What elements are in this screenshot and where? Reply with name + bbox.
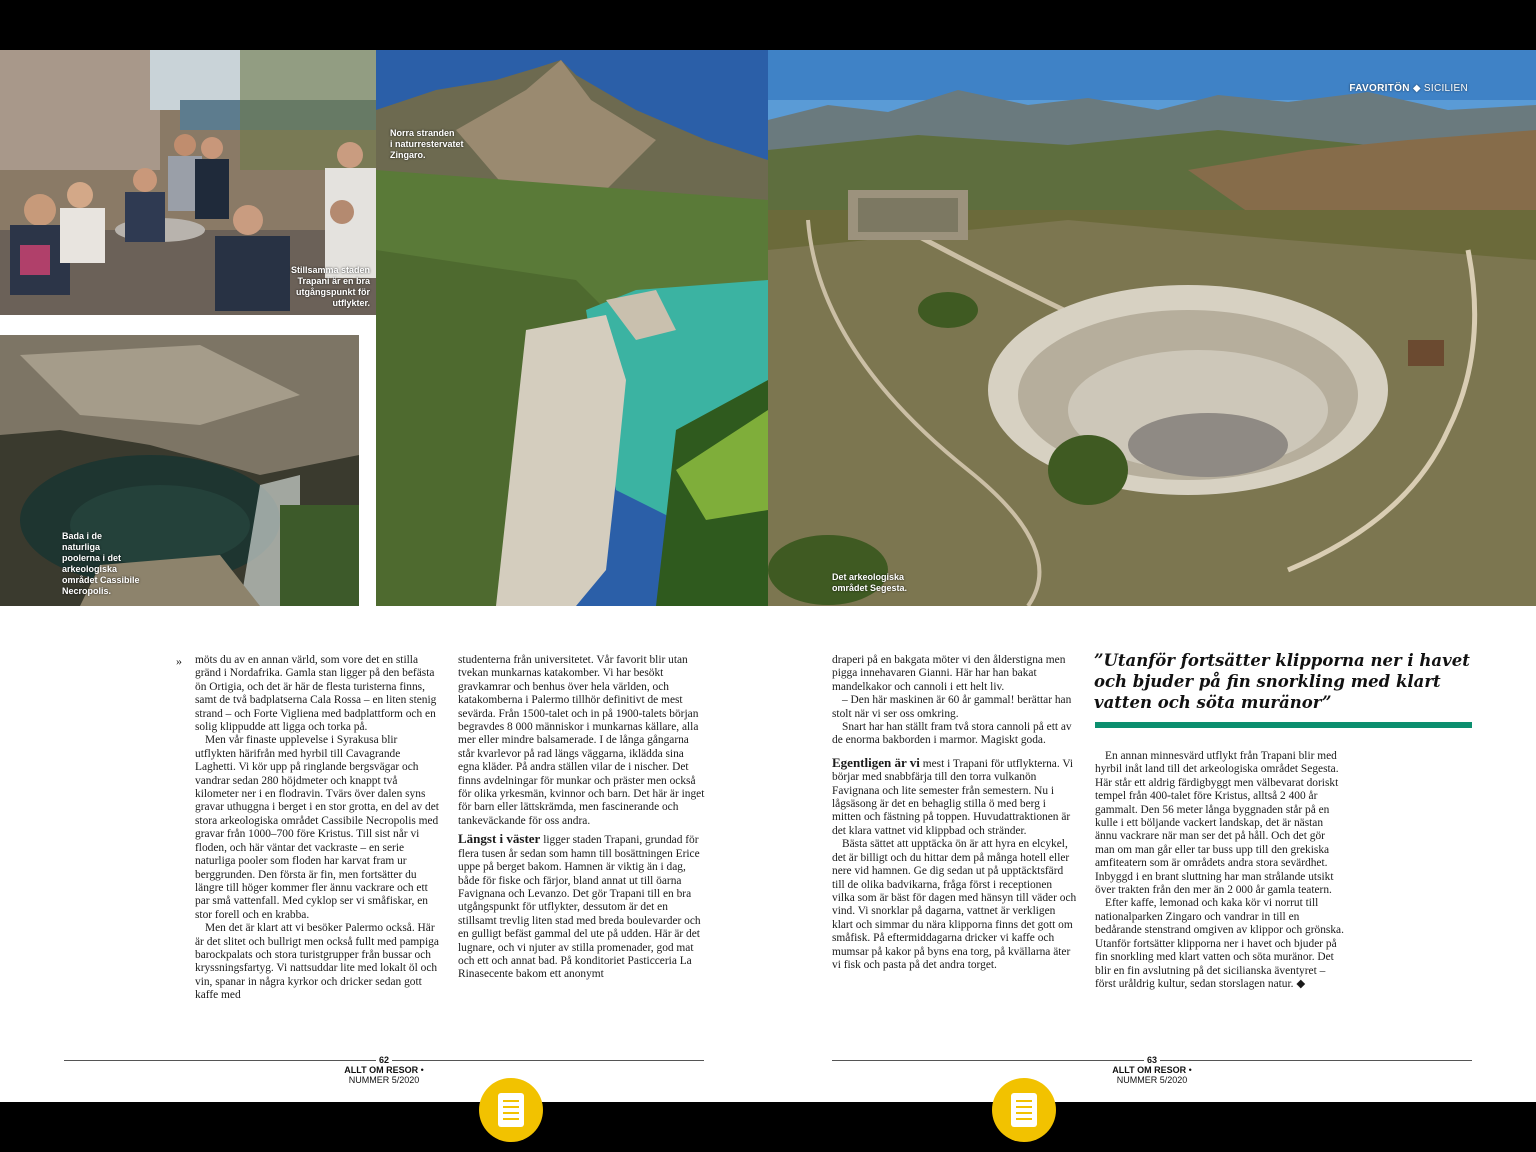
paragraph-text: ligger staden Trapani, grundad för flera tusen år sedan som hamn till bosättningen Erice uppe på berget bakom. Hamnen är viktig än i dag, både för fiske och färjor, bland annat ut till öarna Favignana och Levanzo. Det gör Trapani till en bra utgångspunkt för utflykter, dessutom är det en stillsamt trevlig liten stad med breda boulevarder och en gulligt befäst gammal del ute på udden. Här är det lugnare, och vi njuter av stilla promenader, god mat och ett och annat bad. På konditoriet Pasticceria La Rinasecente bakom ett anonymt <box>458 834 701 981</box>
paragraph: Efter kaffe, lemonad och kaka kör vi norrut till nationalparken Zingaro och vandrar in till en bedårande stenstrand omgiven av klippor och grönska. Utanför fortsätter klipporna ner i havet och bjuder på fin snorkling med klart vatten och söta muränor. Det blir en fin avslutning på det sicilianska äventyret – först uråldrig kultur, sedan storslagen natur. ◆ <box>1095 897 1344 990</box>
paragraph-text: mest i Trapani för utflykterna. Vi börjar med snabbfärja till den torra vulkanön Favignana och lite semester från semestern. Nu i lågsäsong är det en behaglig stilla ö med berg i mitten och fästning på toppen. Huvudattraktionen är det klara vattnet vid klippbad och stränder. <box>832 757 1074 837</box>
photo-trapani-men <box>0 50 376 315</box>
caption-cassibile: Bada i de naturliga poolerna i det arkeologiska området Cassibile Necropolis. <box>62 531 140 596</box>
paragraph: Men det är klart att vi besöker Palermo också. Här är det slitet och bullrigt men också fullt med pampiga barockpalats och stora turistgrupper från bussar och kryssningsfartyg. Vi nattsuddar lite med lokalt öl och vin, spanar in några kyrkor och dricker sedan gott kaffe med <box>195 922 439 1002</box>
document-button-right[interactable] <box>992 1078 1056 1142</box>
document-icon <box>1011 1093 1037 1127</box>
text-column-2 <box>458 654 706 982</box>
magazine-name: ALLT OM RESOR <box>344 1065 419 1075</box>
page-number-63: 63 <box>1144 1055 1160 1065</box>
diamond-icon: ◆ <box>1412 83 1421 94</box>
pull-quote: ”Utanför fortsätter klipporna ner i havet och bjuder på fin snorkling med klart vatten och söta muränor” <box>1094 651 1470 712</box>
continuation-mark: » <box>176 654 182 668</box>
document-icon <box>498 1093 524 1127</box>
paragraph: Men vår finaste upplevelse i Syrakusa blir utflykten härifrån med hyrbil till Cavagrande Laghetti. Vi kör upp på ringlande bergsvägar och vandrar sedan 280 höjdmeter och knappt två kilometer ner i en flodravin. Tvärs över dalen syns gravar uthuggna i berget i en stor grotta, en del av det stora arkeologiska området Cassibile Necropolis med gravar från 1000–700 före Kristus. Till sist når vi floden, och här väntar det vackraste – en serie naturliga pooler som floden har karvat fram ur berggrunden. Den första är fin, men fortsätter du längre till höger kommer fler ännu vackrare och ett par små vattenfall. Med cyklop ser vi småfiskar, en stor forell och en krabba. <box>195 734 439 921</box>
footer-left <box>334 1055 434 1085</box>
kicker-section: FAVORITÖN <box>1349 83 1410 94</box>
paragraph: Bästa sättet att upptäcka ön är att hyra en elcykel, det är billigt och du hittar dem på många hotell eller nere vid hamnen. Ge dig sedan ut på upptäcktsfärd till de olika badvikarna, fråga först i receptionen vilka som är bäst för dagen med hänsyn till väder och vind. Vi snorklar på dagarna, vattnet är verkligen klart och simmar du nära klipporna finns det gott om småfisk. På eftermiddagarna dricker vi kaffe och mumsar på kakor på byns ena torg, på kvällarna äter vi fisk och pasta på det andra torget. <box>832 838 1077 971</box>
paragraph: draperi på en bakgata möter vi den ålderstigna men pigga innehavaren Gianni. Här har han bakat mandelkakor och cannoli i ett helt liv. <box>832 654 1066 693</box>
paragraph-subhead <box>832 756 1077 838</box>
paragraph: En annan minnesvärd utflykt från Trapani blir med hyrbil inåt land till det arkeologiska området Segesta. Här står ett aldrig färdigbyggt men välbevarat doriskt tempel från 400-talet före Kristus, alltså 2 400 år gammalt. Den 56 meter långa byggnaden står på en kulle i ett böljande vackert landskap, det är nästan ännu vackrare när man ser det på håll. Och det gör man om man går eller tar buss upp till den grekiska amfiteatern som är områdets andra stora sevärdhet. Inbyggd i en brant sluttning har man strålande utsikt över trakten från den mer än 2 000 år gamla teatern. <box>1095 750 1339 897</box>
footer-right <box>1102 1055 1202 1085</box>
text-column-1 <box>195 654 440 1003</box>
subhead-langst: Längst i väster <box>458 831 541 847</box>
text-column-4 <box>1095 750 1345 991</box>
text-column-3 <box>832 654 1077 972</box>
subhead-egentligen: Egentligen är vi <box>832 754 920 770</box>
section-kicker <box>1349 83 1468 94</box>
bottom-black-bar <box>0 1102 1536 1152</box>
issue-number: • NUMMER 5/2020 <box>348 1065 424 1085</box>
page-number-62: 62 <box>376 1055 392 1065</box>
photo-segesta-theatre <box>768 50 1536 606</box>
paragraph: – Den här maskinen är 60 år gammal! berättar han stolt när vi ser oss omkring. <box>832 694 1072 720</box>
magazine-spread <box>0 50 1536 1102</box>
photo-cassibile-pool <box>0 335 359 606</box>
top-black-bar <box>0 0 1536 50</box>
paragraph-subhead <box>458 832 706 981</box>
photo-zingaro-beach <box>376 50 768 606</box>
paragraph: möts du av en annan värld, som vore det en stilla gränd i Nordafrika. Gamla stan ligger på den befästa ön Ortigia, och det är här de flesta turisterna finns, samt de två badplatserna Cala Rossa – en liten stenig strand – och Forte Vigliena med badplattform och en solig klippudde att ligga och torka på. <box>195 654 437 734</box>
document-button-left[interactable] <box>479 1078 543 1142</box>
kicker-place: SICILIEN <box>1423 83 1468 94</box>
paragraph: studenterna från universitetet. Vår favorit blir utan tvekan munkarnas katakomber. Vi har besökt gravkamrar och benhus över hela världen, och katakomberna i Palermo tillhör definitivt de mest sevärda. Från 1500-talet och in på 1900-talets början begravdes 8 000 människor i munkarnas källare, alla mer eller mindre balsamerade. I de långa gångarna står kvarlevor på rad längs väggarna, iklädda sina egna kläder. På andra ställen vilar de i nischer. Det finns avdelningar för munkar och präster men också för olika yrkesmän, kvinnor och barn. Det här är inget för barn eller lättskrämda, men fascinerande och tankeväckande för oss andra. <box>458 654 705 827</box>
caption-trapani: Stillsamma staden Trapani är en bra utgångspunkt för utflykter. <box>290 265 370 308</box>
pull-quote-rule <box>1095 722 1472 728</box>
issue-number: • NUMMER 5/2020 <box>1116 1065 1192 1085</box>
caption-zingaro: Norra stranden i naturrestervatet Zingaro. <box>390 128 464 160</box>
magazine-name: ALLT OM RESOR <box>1112 1065 1187 1075</box>
caption-segesta: Det arkeologiska området Segesta. <box>832 572 908 593</box>
paragraph: Snart har han ställt fram två stora cannoli på ett av de enorma bakborden i marmor. Magiskt goda. <box>832 721 1072 747</box>
